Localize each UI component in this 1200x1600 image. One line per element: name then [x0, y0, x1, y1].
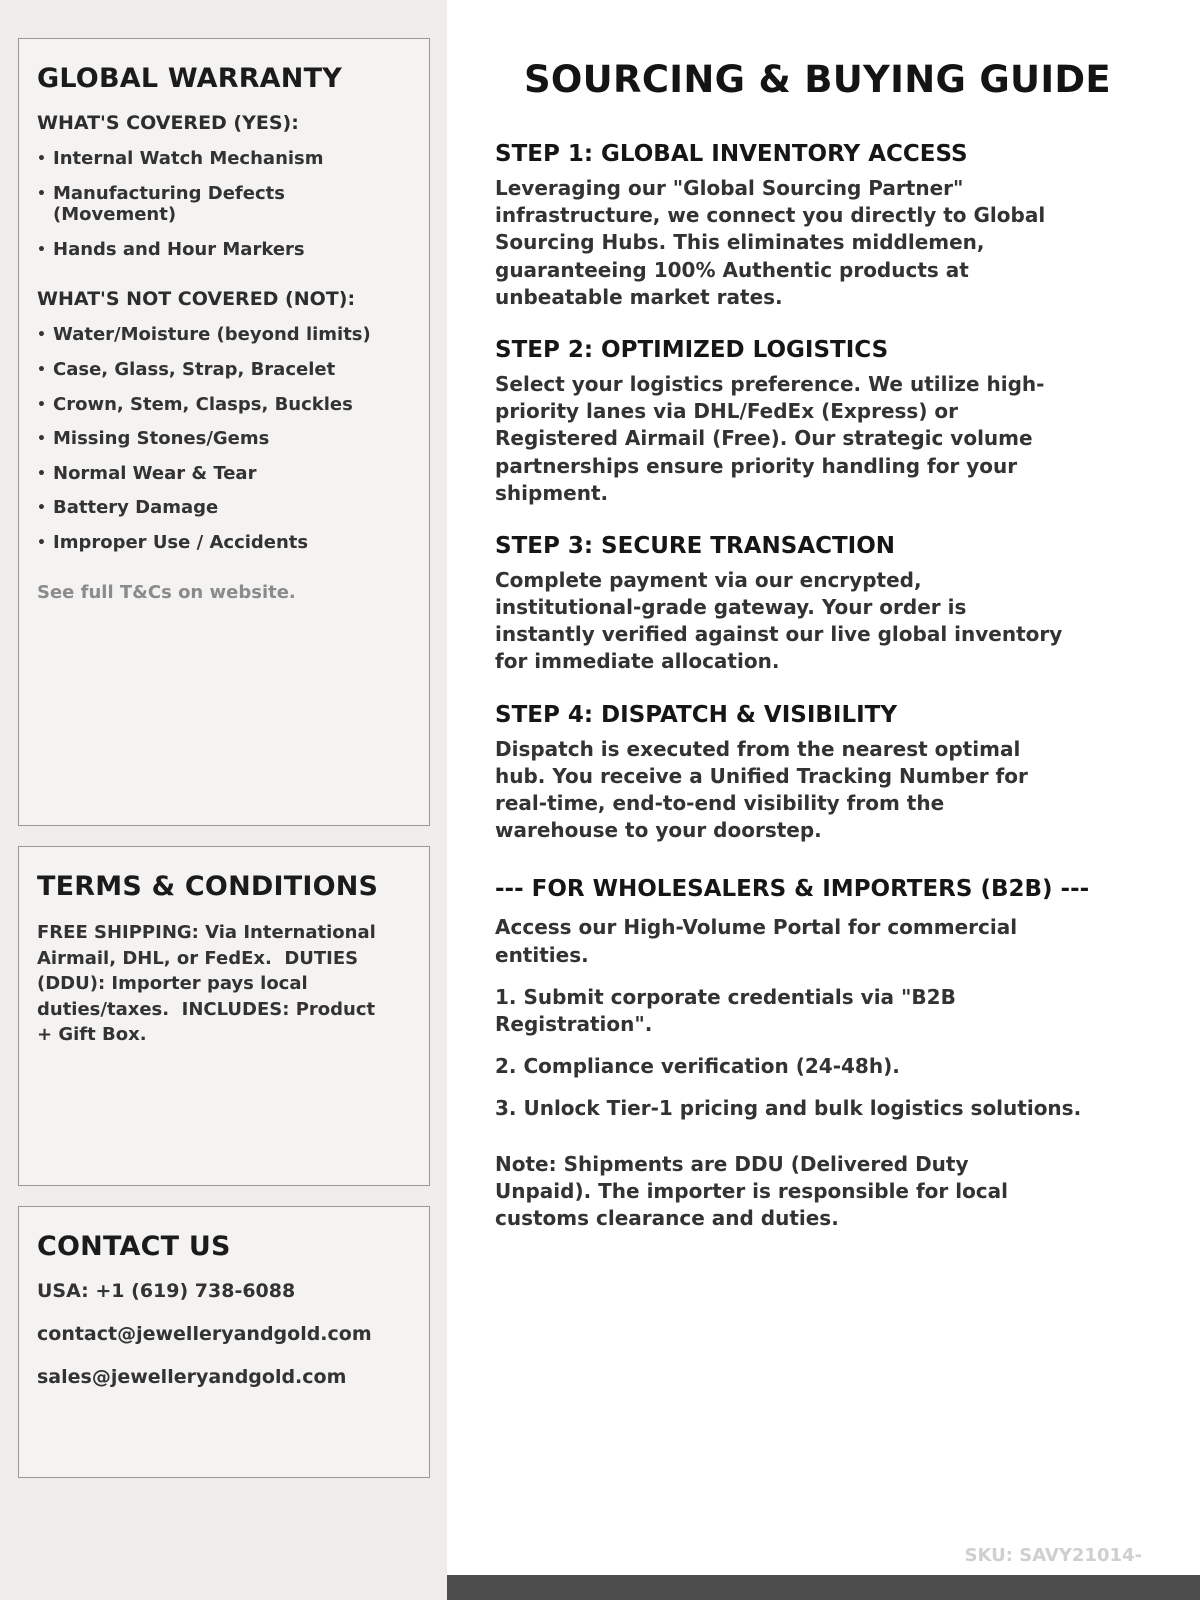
list-item: • Internal Watch Mechanism	[37, 148, 411, 170]
contact-title: CONTACT US	[37, 1231, 231, 1262]
warranty-covered-heading: WHAT'S COVERED (YES):	[37, 112, 299, 134]
contact-panel	[18, 1206, 430, 1478]
b2b-note: Note: Shipments are DDU (Delivered Duty Unpaid). The importer is responsible for local customs clearance and duties.	[495, 1151, 1009, 1230]
warranty-not-covered-list	[37, 324, 411, 553]
b2b-step-1: 1. Submit corporate credentials via "B2B Registration".	[495, 984, 956, 1036]
list-item: • Crown, Stem, Clasps, Buckles	[37, 394, 411, 416]
step-1-heading: STEP 1: GLOBAL INVENTORY ACCESS	[495, 141, 968, 167]
b2b-intro: Access our High-Volume Portal for commercial entities.	[495, 915, 1018, 967]
step-3-heading: STEP 3: SECURE TRANSACTION	[495, 532, 896, 559]
step-3-body: Complete payment via our encrypted, institutional-grade gateway. Your order is instantly verified against our live global inventory for immediate allocation.	[495, 567, 1063, 674]
contact-email: contact@jewelleryandgold.com	[37, 1323, 372, 1345]
list-item: • Water/Moisture (beyond limits)	[37, 324, 411, 346]
list-item: • Improper Use / Accidents	[37, 532, 411, 554]
contact-phone: USA: +1 (619) 738-6088	[37, 1280, 296, 1302]
footer-bar	[447, 1575, 1200, 1600]
warranty-not-covered-heading: WHAT'S NOT COVERED (NOT):	[37, 288, 356, 311]
step-4-body: Dispatch is executed from the nearest optimal hub. You receive a Unified Tracking Number for real-time, end-to-end visibility from the warehouse to your doorstep.	[495, 736, 1028, 843]
list-item: • Hands and Hour Markers	[37, 239, 411, 261]
page-title: SOURCING & BUYING GUIDE	[523, 58, 1111, 101]
list-item: • Manufacturing Defects (Movement)	[37, 183, 411, 226]
list-item: • Normal Wear & Tear	[37, 463, 411, 485]
step-1-body: Leveraging our "Global Sourcing Partner" infrastructure, we connect you directly to Global Sourcing Hubs. This eliminates middlemen, guaranteeing 100% Authentic products at unbeatable market rates.	[495, 176, 1046, 309]
terms-panel	[18, 846, 430, 1186]
step-2-section	[495, 337, 1140, 507]
step-4-section	[495, 702, 1140, 845]
step-3-section	[495, 533, 1140, 676]
warranty-title: GLOBAL WARRANTY	[37, 63, 342, 94]
list-item: • Case, Glass, Strap, Bracelet	[37, 359, 411, 381]
main-content	[447, 0, 1200, 1600]
terms-body: FREE SHIPPING: Via International Airmail, DHL, or FedEx. DUTIES (DDU): Importer pays local duties/taxes. INCLUDES: Product + Gift Box.	[37, 922, 383, 1046]
warranty-panel	[18, 38, 430, 826]
step-2-heading: STEP 2: OPTIMIZED LOGISTICS	[495, 336, 889, 363]
warranty-footnote: See full T&Cs on website.	[37, 581, 296, 603]
warranty-covered-list	[37, 148, 411, 260]
b2b-step-3: 3. Unlock Tier-1 pricing and bulk logistics solutions.	[495, 1096, 1082, 1121]
step-2-body: Select your logistics preference. We utilize high-priority lanes via DHL/FedEx (Express) or Registered Airmail (Free). Our strategic volume partnerships ensure priority handling for your shipment.	[495, 371, 1045, 505]
step-4-heading: STEP 4: DISPATCH & VISIBILITY	[495, 701, 898, 728]
b2b-section	[495, 876, 1140, 1232]
list-item: • Missing Stones/Gems	[37, 428, 411, 450]
step-1-section	[495, 141, 1140, 311]
list-item: • Battery Damage	[37, 497, 411, 519]
sidebar	[0, 0, 447, 1600]
terms-title: TERMS & CONDITIONS	[37, 871, 379, 902]
sku-label: SKU: SAVY21014-	[964, 1545, 1142, 1566]
sales-email: sales@jewelleryandgold.com	[37, 1366, 347, 1388]
b2b-heading: --- FOR WHOLESALERS & IMPORTERS (B2B) ---	[495, 876, 1090, 903]
b2b-step-2: 2. Compliance verification (24-48h).	[495, 1054, 900, 1079]
